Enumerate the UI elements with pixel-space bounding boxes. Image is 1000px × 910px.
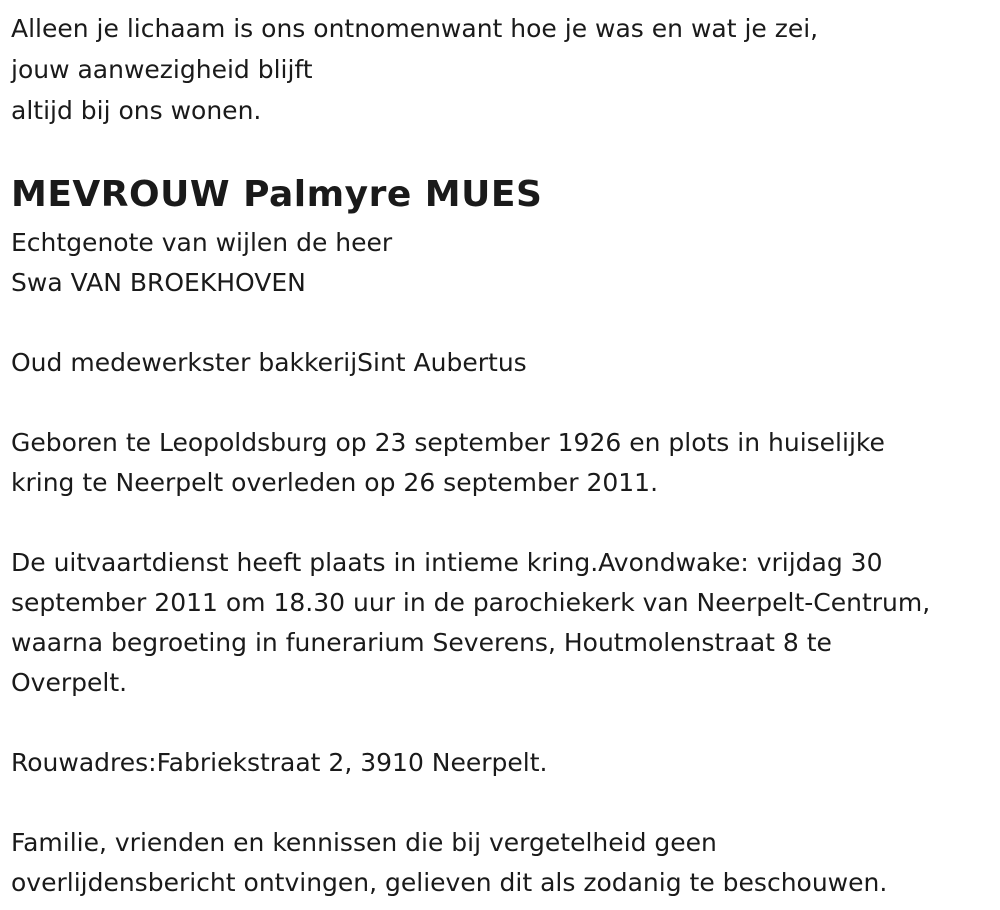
spouse-line: Swa VAN BROEKHOVEN [11,268,306,297]
occupation-text: Oud medewerkster bakkerijSint Aubertus [11,348,527,377]
poem-line: jouw aanwezigheid blijft [11,55,313,84]
birth-death-block [11,423,1000,503]
poem-line: Alleen je lichaam is ons ontnomenwant hoe je was en wat je zei, [11,14,819,43]
service-block [11,543,1000,703]
birth-death-line: kring te Neerpelt overleden op 26 september 2011. [11,468,659,497]
address-text: Rouwadres:Fabriekstraat 2, 3910 Neerpelt. [11,748,548,777]
occupation-block [11,343,1000,383]
service-line: waarna begroeting in funerarium Severens, Houtmolenstraat 8 te [11,628,832,657]
poem-line: altijd bij ons wonen. [11,96,262,125]
deceased-block [11,171,1000,303]
service-line: september 2011 om 18.30 uur in de parochiekerk van Neerpelt-Centrum, [11,588,931,617]
service-line: De uitvaartdienst heeft plaats in intieme kring.Avondwake: vrijdag 30 [11,548,883,577]
service-line: Overpelt. [11,668,128,697]
closing-line: overlijdensbericht ontvingen, gelieven dit als zodanig te beschouwen. [11,868,888,897]
poem [11,8,1000,131]
closing-block [11,823,1000,903]
spouse-line: Echtgenote van wijlen de heer [11,228,393,257]
birth-death-line: Geboren te Leopoldsburg op 23 september 1926 en plots in huiselijke [11,428,885,457]
closing-line: Familie, vrienden en kennissen die bij vergetelheid geen [11,828,717,857]
address-block [11,743,1000,783]
deceased-name: MEVROUW Palmyre MUES [11,174,543,215]
